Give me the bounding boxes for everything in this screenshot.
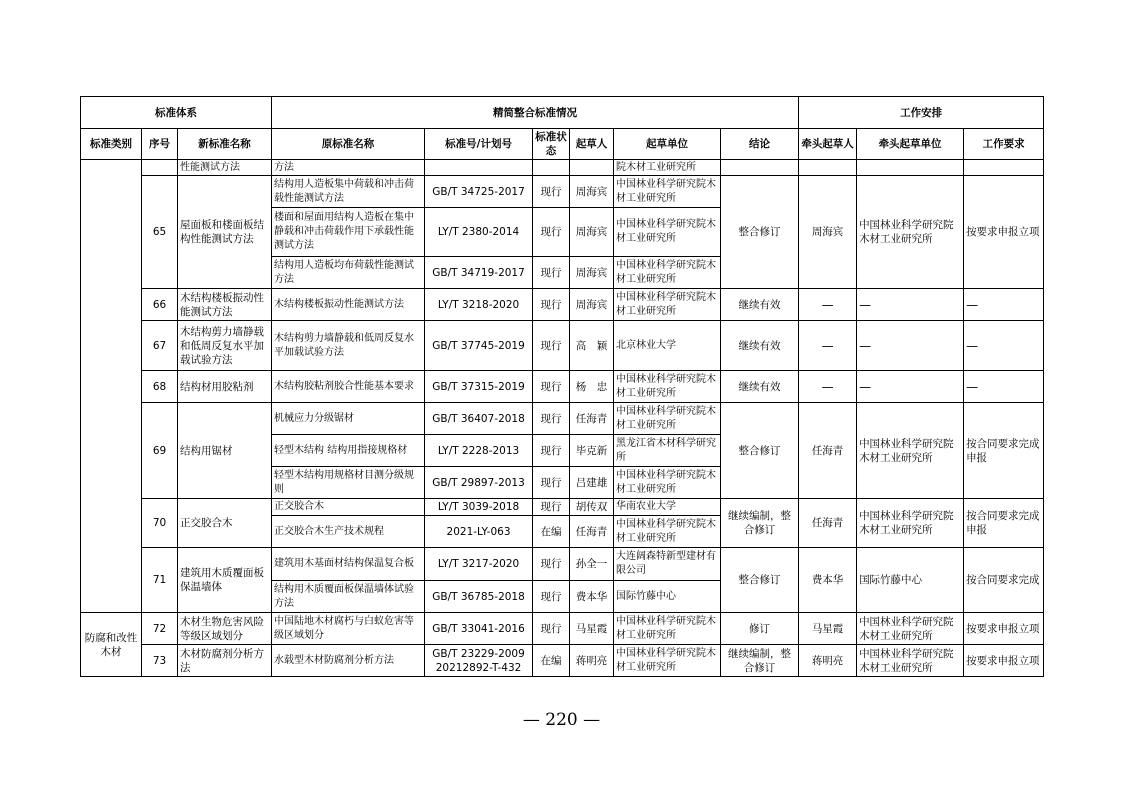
col-orig-name: 原标准名称 — [272, 129, 425, 160]
col-seq: 序号 — [142, 129, 178, 160]
table-row: 结构用木质覆面板保温墙体试验方法 GB/T 36785-2018 现行 费本华 国际竹藤中心 — [81, 581, 1044, 613]
seq-cell: 65 — [142, 176, 178, 289]
table-row: 66 木结构楼板振动性能测试方法 木结构楼板振动性能测试方法 LY/T 3218-2020 现行 周海宾 中国林业科学研究院木材工业研究所 继续有效 — — — — [81, 289, 1044, 321]
new-name-cell: 屋面板和楼面板结构性能测试方法 — [178, 176, 272, 289]
standards-table — [80, 96, 1044, 677]
table-row: 性能测试方法 方法 院木材工业研究所 — [81, 160, 1044, 176]
table-row: 71 建筑用木质覆面板保温墙体 建筑用木基面材结构保温复合板 LY/T 3217-2020 现行 孙全一 大连阔森特新型建材有限公司 整合修订 费本华 国际竹藤中心 按合同要求完成 — [81, 548, 1044, 581]
table-row: 结构用人造板均布荷载性能测试方法 GB/T 34719-2017 现行 周海宾 中国林业科学研究院木材工业研究所 — [81, 257, 1044, 289]
col-lead-drafter: 牵头起草人 — [799, 129, 857, 160]
page-number: — 220 — — [522, 710, 601, 730]
header-group-row — [81, 97, 1044, 129]
col-new-name: 新标准名称 — [178, 129, 272, 160]
table-row: 70 正交胶合木 正交胶合木 LY/T 3039-2018 现行 胡传双 华南农业大学 继续编制，整合修订 任海青 中国林业科学研究院木材工业研究所 按合同要求完成申报 — [81, 499, 1044, 516]
table-row: 楼面和屋面用结构人造板在集中静载和冲击荷载作用下承载性能测试方法 LY/T 2380-2014 现行 周海宾 中国林业科学研究院木材工业研究所 — [81, 208, 1044, 257]
header-work-arrangement: 工作安排 — [799, 97, 1044, 129]
table-row: 73 木材防腐剂分析方法 水载型木材防腐剂分析方法 GB/T 23229-2009 20212892-T-432 在编 蒋明亮 中国林业科学研究院木材工业研究所 继续编制，整合修订 蒋明亮 中国林业科学研究院木材工业研究所 按要求申报立项 — [81, 645, 1044, 677]
category-cell: 防腐和改性木材 — [81, 613, 142, 677]
col-unit: 起草单位 — [614, 129, 721, 160]
table-row: 轻型木结构用规格材目测分级规则 GB/T 29897-2013 现行 吕建雄 中国林业科学研究院木材工业研究所 — [81, 467, 1044, 499]
table-row: 67 木结构剪力墙静载和低周反复水平加载试验方法 木结构剪力墙静载和低周反复水平加载试验方法 GB/T 37745-2019 现行 高 颖 北京林业大学 继续有效 — — — — [81, 321, 1044, 371]
col-status: 标准状态 — [533, 129, 570, 160]
col-category: 标准类别 — [81, 129, 142, 160]
table-row: 轻型木结构 结构用指接规格材 LY/T 2228-2013 现行 毕克新 黑龙江省木材科学研究所 — [81, 435, 1044, 467]
header-consolidation-situation: 精简整合标准情况 — [272, 97, 799, 129]
std-no-cell: GB/T 23229-2009 20212892-T-432 — [425, 645, 533, 677]
col-std-no: 标准号/计划号 — [425, 129, 533, 160]
table-row: 正交胶合木生产技术规程 2021-LY-063 在编 任海青 中国林业科学研究院木材工业研究所 — [81, 516, 1044, 548]
table-row: 65 屋面板和楼面板结构性能测试方法 结构用人造板集中荷载和冲击荷载性能测试方法 GB/T 34725-2017 现行 周海宾 中国林业科学研究院木材工业研究所 整合修订 周海宾 中国林业科学研究院木材工业研究所 按要求申报立项 — [81, 176, 1044, 208]
col-requirement: 工作要求 — [964, 129, 1044, 160]
col-conclusion: 结论 — [721, 129, 799, 160]
table-row: 68 结构材用胶粘剂 木结构胶粘剂胶合性能基本要求 GB/T 37315-2019 现行 杨 忠 中国林业科学研究院木材工业研究所 继续有效 — — — — [81, 371, 1044, 403]
col-lead-unit: 牵头起草单位 — [857, 129, 964, 160]
col-drafter: 起草人 — [570, 129, 614, 160]
table-row: 69 结构用锯材 机械应力分级锯材 GB/T 36407-2018 现行 任海青 中国林业科学研究院木材工业研究所 整合修订 任海青 中国林业科学研究院木材工业研究所 按合同要求完成申报 — [81, 403, 1044, 435]
table-row: 防腐和改性木材 72 木材生物危害风险等级区域划分 中国陆地木材腐朽与白蚁危害等级区域划分 GB/T 33041-2016 现行 马星霞 中国林业科学研究院木材工业研究所 修订 马星霞 中国林业科学研究院木材工业研究所 按要求申报立项 — [81, 613, 1044, 645]
header-column-row — [81, 129, 1044, 160]
header-standard-system: 标准体系 — [81, 97, 272, 129]
category-cell — [81, 160, 142, 613]
